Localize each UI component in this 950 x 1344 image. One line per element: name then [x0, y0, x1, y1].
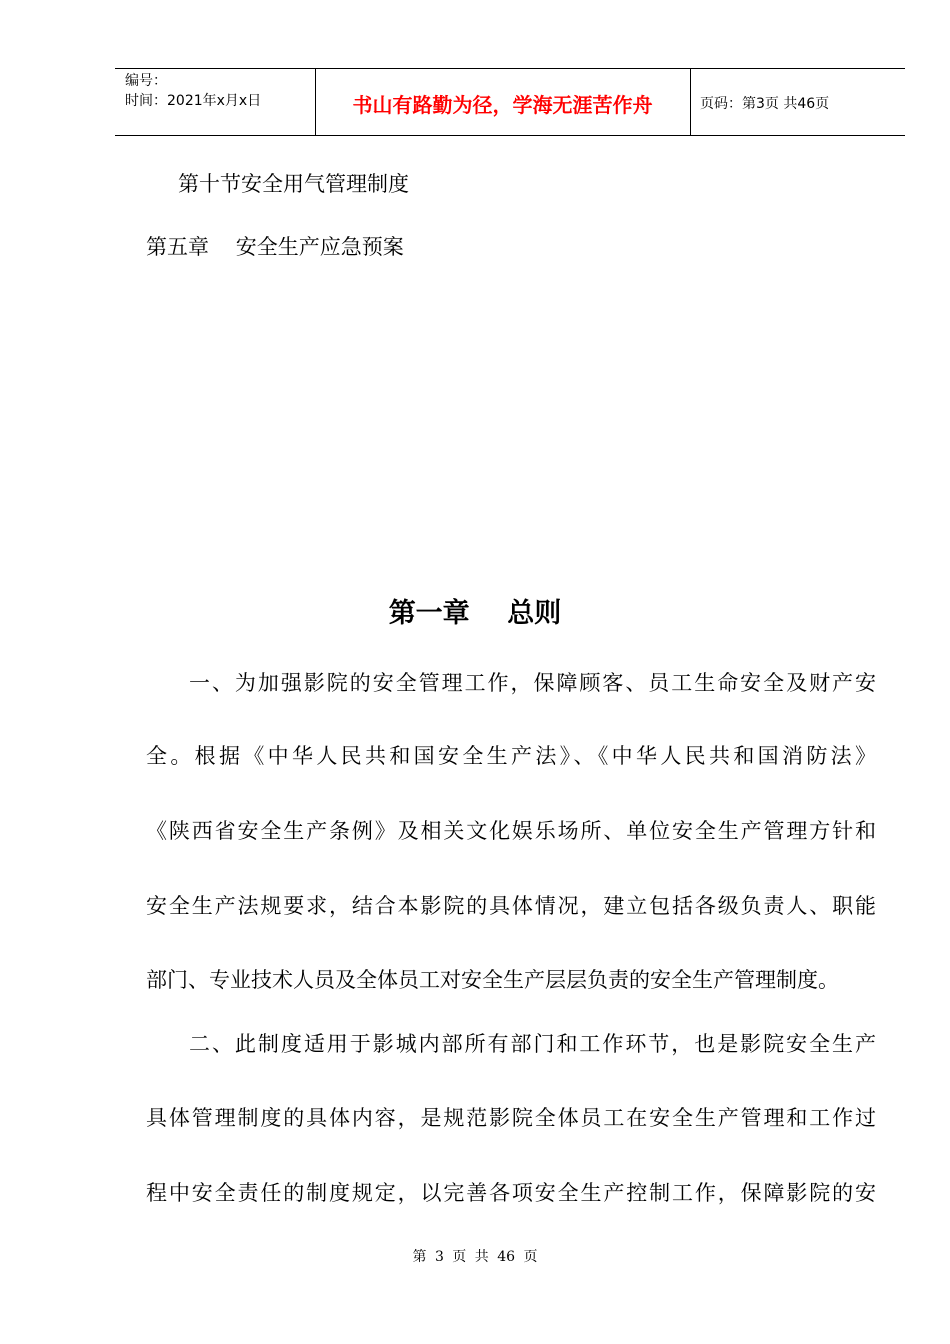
body-text-line: 安全生产法规要求，结合本影院的具体情况，建立包括各级负责人、职能 — [146, 894, 876, 918]
header-number-label: 编号： — [125, 73, 167, 89]
body-text-line: 具体管理制度的具体内容，是规范影院全体员工在安全生产管理和工作过 — [146, 1106, 876, 1130]
header-motto: 书山有路勤为径，学海无涯苦作舟 — [352, 93, 653, 117]
document-header — [115, 68, 905, 136]
body-text-line: 程中安全责任的制度规定，以完善各项安全生产控制工作，保障影院的安 — [146, 1181, 876, 1205]
header-meta — [125, 71, 261, 111]
toc-section-line: 第十节安全用气管理制度 — [178, 172, 409, 196]
header-divider — [690, 69, 691, 135]
toc-chapter-line: 第五章 安全生产应急预案 — [146, 235, 404, 259]
page-footer: 第 3 页 共 46 页 — [412, 1249, 538, 1265]
chapter-title: 第一章 总则 — [388, 598, 562, 629]
body-text-line: 二、此制度适用于影城内部所有部门和工作环节，也是影院安全生产 — [189, 1032, 876, 1056]
header-page-info: 页码：第3页 共46页 — [700, 96, 830, 112]
header-time-label: 时间：2021年x月x日 — [125, 93, 262, 109]
body-text-line: 全。根据《中华人民共和国安全生产法》、《中华人民共和国消防法》 — [146, 744, 876, 768]
body-text-line: 一、为加强影院的安全管理工作，保障顾客、员工生命安全及财产安 — [189, 671, 876, 695]
body-text-line: 部门、专业技术人员及全体员工对安全生产层层负责的安全生产管理制度。 — [146, 968, 839, 992]
body-text-line: 《陕西省安全生产条例》及相关文化娱乐场所、单位安全生产管理方针和 — [146, 819, 876, 843]
